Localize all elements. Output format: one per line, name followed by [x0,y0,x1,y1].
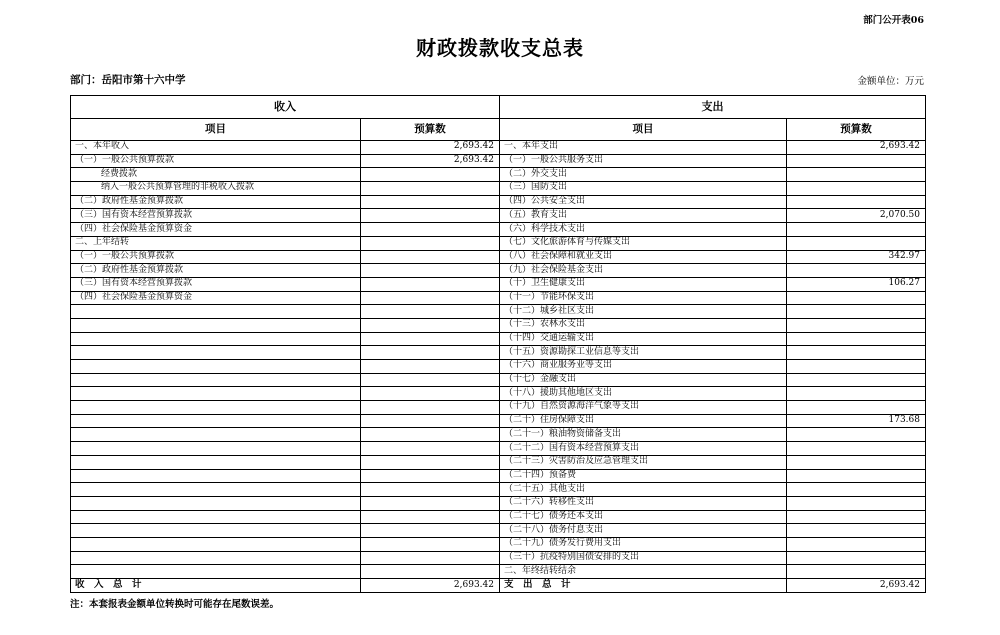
income-budget-cell [361,346,500,360]
expense-item-cell: （十五）资源勘探工业信息等支出 [500,346,787,360]
income-budget-cell [361,428,500,442]
expense-item-cell: 一、本年支出 [500,141,787,155]
expense-item-cell: （一）一般公共服务支出 [500,154,787,168]
table-row [71,346,926,360]
expense-item-cell: （二十二）国有资本经营预算支出 [500,442,787,456]
expense-budget-cell: 2,070.50 [787,209,926,223]
income-item-cell [71,551,361,565]
income-budget-cell [361,236,500,250]
income-section-header: 收入 [71,96,500,119]
income-budget-cell [361,182,500,196]
expense-item-cell: （十四）交通运输支出 [500,332,787,346]
income-budget-cell [361,414,500,428]
income-item-cell [71,483,361,497]
table-row [71,291,926,305]
income-item-cell: 一、本年收入 [71,141,361,155]
expense-budget-cell [787,524,926,538]
doc-code: 部门公开表06 [863,15,924,26]
expense-budget-cell [787,305,926,319]
expense-budget-cell [787,387,926,401]
expense-budget-cell [787,373,926,387]
income-budget-header: 预算数 [361,119,500,141]
income-item-cell: 二、上年结转 [71,236,361,250]
income-item-cell [71,332,361,346]
expense-item-cell: （八）社会保障和就业支出 [500,250,787,264]
income-budget-cell [361,510,500,524]
income-item-cell: （二）政府性基金预算拨款 [71,264,361,278]
income-budget-cell [361,469,500,483]
expense-budget-cell [787,264,926,278]
expense-budget-cell [787,318,926,332]
expense-item-cell: （三）国防支出 [500,182,787,196]
expense-budget-cell [787,291,926,305]
meta-row [70,72,924,87]
table-row [71,305,926,319]
expense-item-cell: （四）公共安全支出 [500,195,787,209]
expense-budget-cell [787,537,926,551]
footnote: 注：本套报表金额单位转换时可能存在尾数误差。 [70,599,280,610]
income-budget-cell [361,455,500,469]
table-row [71,318,926,332]
income-item-cell: （一）一般公共预算拨款 [71,250,361,264]
expense-budget-cell [787,483,926,497]
income-budget-cell: 2,693.42 [361,154,500,168]
expense-budget-cell: 342.97 [787,250,926,264]
expense-item-cell: （十）卫生健康支出 [500,277,787,291]
table-row [71,565,926,579]
income-budget-cell [361,387,500,401]
table-row [71,483,926,497]
income-budget-cell [361,565,500,579]
income-budget-cell [361,401,500,415]
expense-item-cell: （二十）住房保障支出 [500,414,787,428]
budget-table [70,95,926,593]
table-row [71,510,926,524]
income-item-cell: 纳入一般公共预算管理的非税收入拨款 [71,182,361,196]
expense-total-label: 支 出 总 计 [500,579,787,593]
expense-item-cell: （十七）金融支出 [500,373,787,387]
column-header-row [71,119,926,141]
income-item-cell [71,510,361,524]
table-row [71,250,926,264]
table-row [71,209,926,223]
income-item-cell [71,496,361,510]
table-row [71,455,926,469]
income-item-cell [71,524,361,538]
income-budget-cell [361,277,500,291]
table-row [71,154,926,168]
income-item-cell [71,428,361,442]
income-item-cell [71,373,361,387]
income-budget-cell [361,442,500,456]
income-item-cell [71,455,361,469]
income-item-cell [71,305,361,319]
table-row [71,551,926,565]
expense-item-cell: （九）社会保险基金支出 [500,264,787,278]
income-budget-cell [361,537,500,551]
expense-item-cell: （十六）商业服务业等支出 [500,360,787,374]
table-row [71,332,926,346]
expense-budget-cell [787,551,926,565]
expense-item-cell: 二、年终结转结余 [500,565,787,579]
expense-item-cell: （二十九）债务发行费用支出 [500,537,787,551]
table-row [71,360,926,374]
expense-budget-cell [787,332,926,346]
expense-budget-cell [787,496,926,510]
income-budget-cell: 2,693.42 [361,141,500,155]
income-budget-cell [361,332,500,346]
income-item-cell: （三）国有资本经营预算拨款 [71,209,361,223]
expense-budget-cell [787,401,926,415]
table-row [71,236,926,250]
table-row [71,469,926,483]
expense-budget-cell [787,182,926,196]
expense-item-cell: （十九）自然资源海洋气象等支出 [500,401,787,415]
income-item-cell [71,414,361,428]
expense-item-cell: （七）文化旅游体育与传媒支出 [500,236,787,250]
table-row [71,442,926,456]
expense-item-cell: （二十六）转移性支出 [500,496,787,510]
table-row [71,537,926,551]
income-item-cell: （四）社会保险基金预算资金 [71,223,361,237]
section-header-row [71,96,926,119]
income-item-cell [71,537,361,551]
expense-budget-cell: 173.68 [787,414,926,428]
department-label: 部门：岳阳市第十六中学 [70,74,186,86]
table-row [71,496,926,510]
table-row [71,387,926,401]
income-budget-cell [361,250,500,264]
expense-budget-cell: 2,693.42 [787,141,926,155]
expense-total-value: 2,693.42 [787,579,926,593]
income-item-cell: 经费拨款 [71,168,361,182]
income-item-cell: （二）政府性基金预算拨款 [71,195,361,209]
income-budget-cell [361,496,500,510]
total-row [71,579,926,593]
expense-item-cell: （二十四）预备费 [500,469,787,483]
expense-item-cell: （六）科学技术支出 [500,223,787,237]
income-item-cell [71,318,361,332]
income-item-cell [71,360,361,374]
table-row [71,195,926,209]
expense-item-cell: （五）教育支出 [500,209,787,223]
income-budget-cell [361,524,500,538]
income-budget-cell [361,318,500,332]
income-total-value: 2,693.42 [361,579,500,593]
expense-budget-cell [787,236,926,250]
income-item-cell [71,346,361,360]
expense-budget-cell [787,428,926,442]
income-item-header: 项目 [71,119,361,141]
table-row [71,264,926,278]
expense-budget-cell [787,154,926,168]
income-budget-cell [361,168,500,182]
expense-budget-cell: 106.27 [787,277,926,291]
table-body [71,141,926,579]
income-budget-cell [361,195,500,209]
table-row [71,414,926,428]
table-row [71,401,926,415]
expense-budget-cell [787,360,926,374]
income-budget-cell [361,223,500,237]
expense-item-cell: （二十三）灾害防治及应急管理支出 [500,455,787,469]
income-total-label: 收 入 总 计 [71,579,361,593]
expense-budget-cell [787,455,926,469]
expense-item-cell: （二）外交支出 [500,168,787,182]
income-budget-cell [361,360,500,374]
expense-budget-cell [787,223,926,237]
expense-budget-cell [787,195,926,209]
expense-item-cell: （三十）抗疫特别国债安排的支出 [500,551,787,565]
expense-budget-cell [787,168,926,182]
income-item-cell [71,387,361,401]
expense-item-cell: （二十五）其他支出 [500,483,787,497]
income-item-cell: （三）国有资本经营预算拨款 [71,277,361,291]
expense-item-cell: （二十七）债务还本支出 [500,510,787,524]
table-row [71,277,926,291]
income-budget-cell [361,209,500,223]
expense-item-cell: （二十八）债务付息支出 [500,524,787,538]
table-row [71,524,926,538]
expense-item-cell: （十一）节能环保支出 [500,291,787,305]
expense-item-cell: （二十一）粮油物资储备支出 [500,428,787,442]
table-row [71,373,926,387]
table-row [71,182,926,196]
income-item-cell [71,401,361,415]
expense-item-cell: （十二）城乡社区支出 [500,305,787,319]
income-item-cell: （一）一般公共预算拨款 [71,154,361,168]
income-budget-cell [361,483,500,497]
table-row [71,141,926,155]
expense-budget-cell [787,346,926,360]
expense-budget-header: 预算数 [787,119,926,141]
expense-budget-cell [787,469,926,483]
expense-item-cell: （十八）援助其他地区支出 [500,387,787,401]
table-row [71,223,926,237]
income-item-cell: （四）社会保险基金预算资金 [71,291,361,305]
table-row [71,168,926,182]
income-item-cell [71,442,361,456]
expense-item-header: 项目 [500,119,787,141]
income-budget-cell [361,551,500,565]
expense-budget-cell [787,510,926,524]
expense-item-cell: （十三）农林水支出 [500,318,787,332]
income-budget-cell [361,291,500,305]
page-title: 财政拨款收支总表 [416,36,584,60]
income-budget-cell [361,373,500,387]
expense-budget-cell [787,442,926,456]
unit-label: 金额单位：万元 [857,76,924,87]
income-budget-cell [361,264,500,278]
income-item-cell [71,565,361,579]
income-item-cell [71,469,361,483]
table-row [71,428,926,442]
income-budget-cell [361,305,500,319]
expense-section-header: 支出 [500,96,926,119]
expense-budget-cell [787,565,926,579]
budget-table-wrap [70,95,925,593]
